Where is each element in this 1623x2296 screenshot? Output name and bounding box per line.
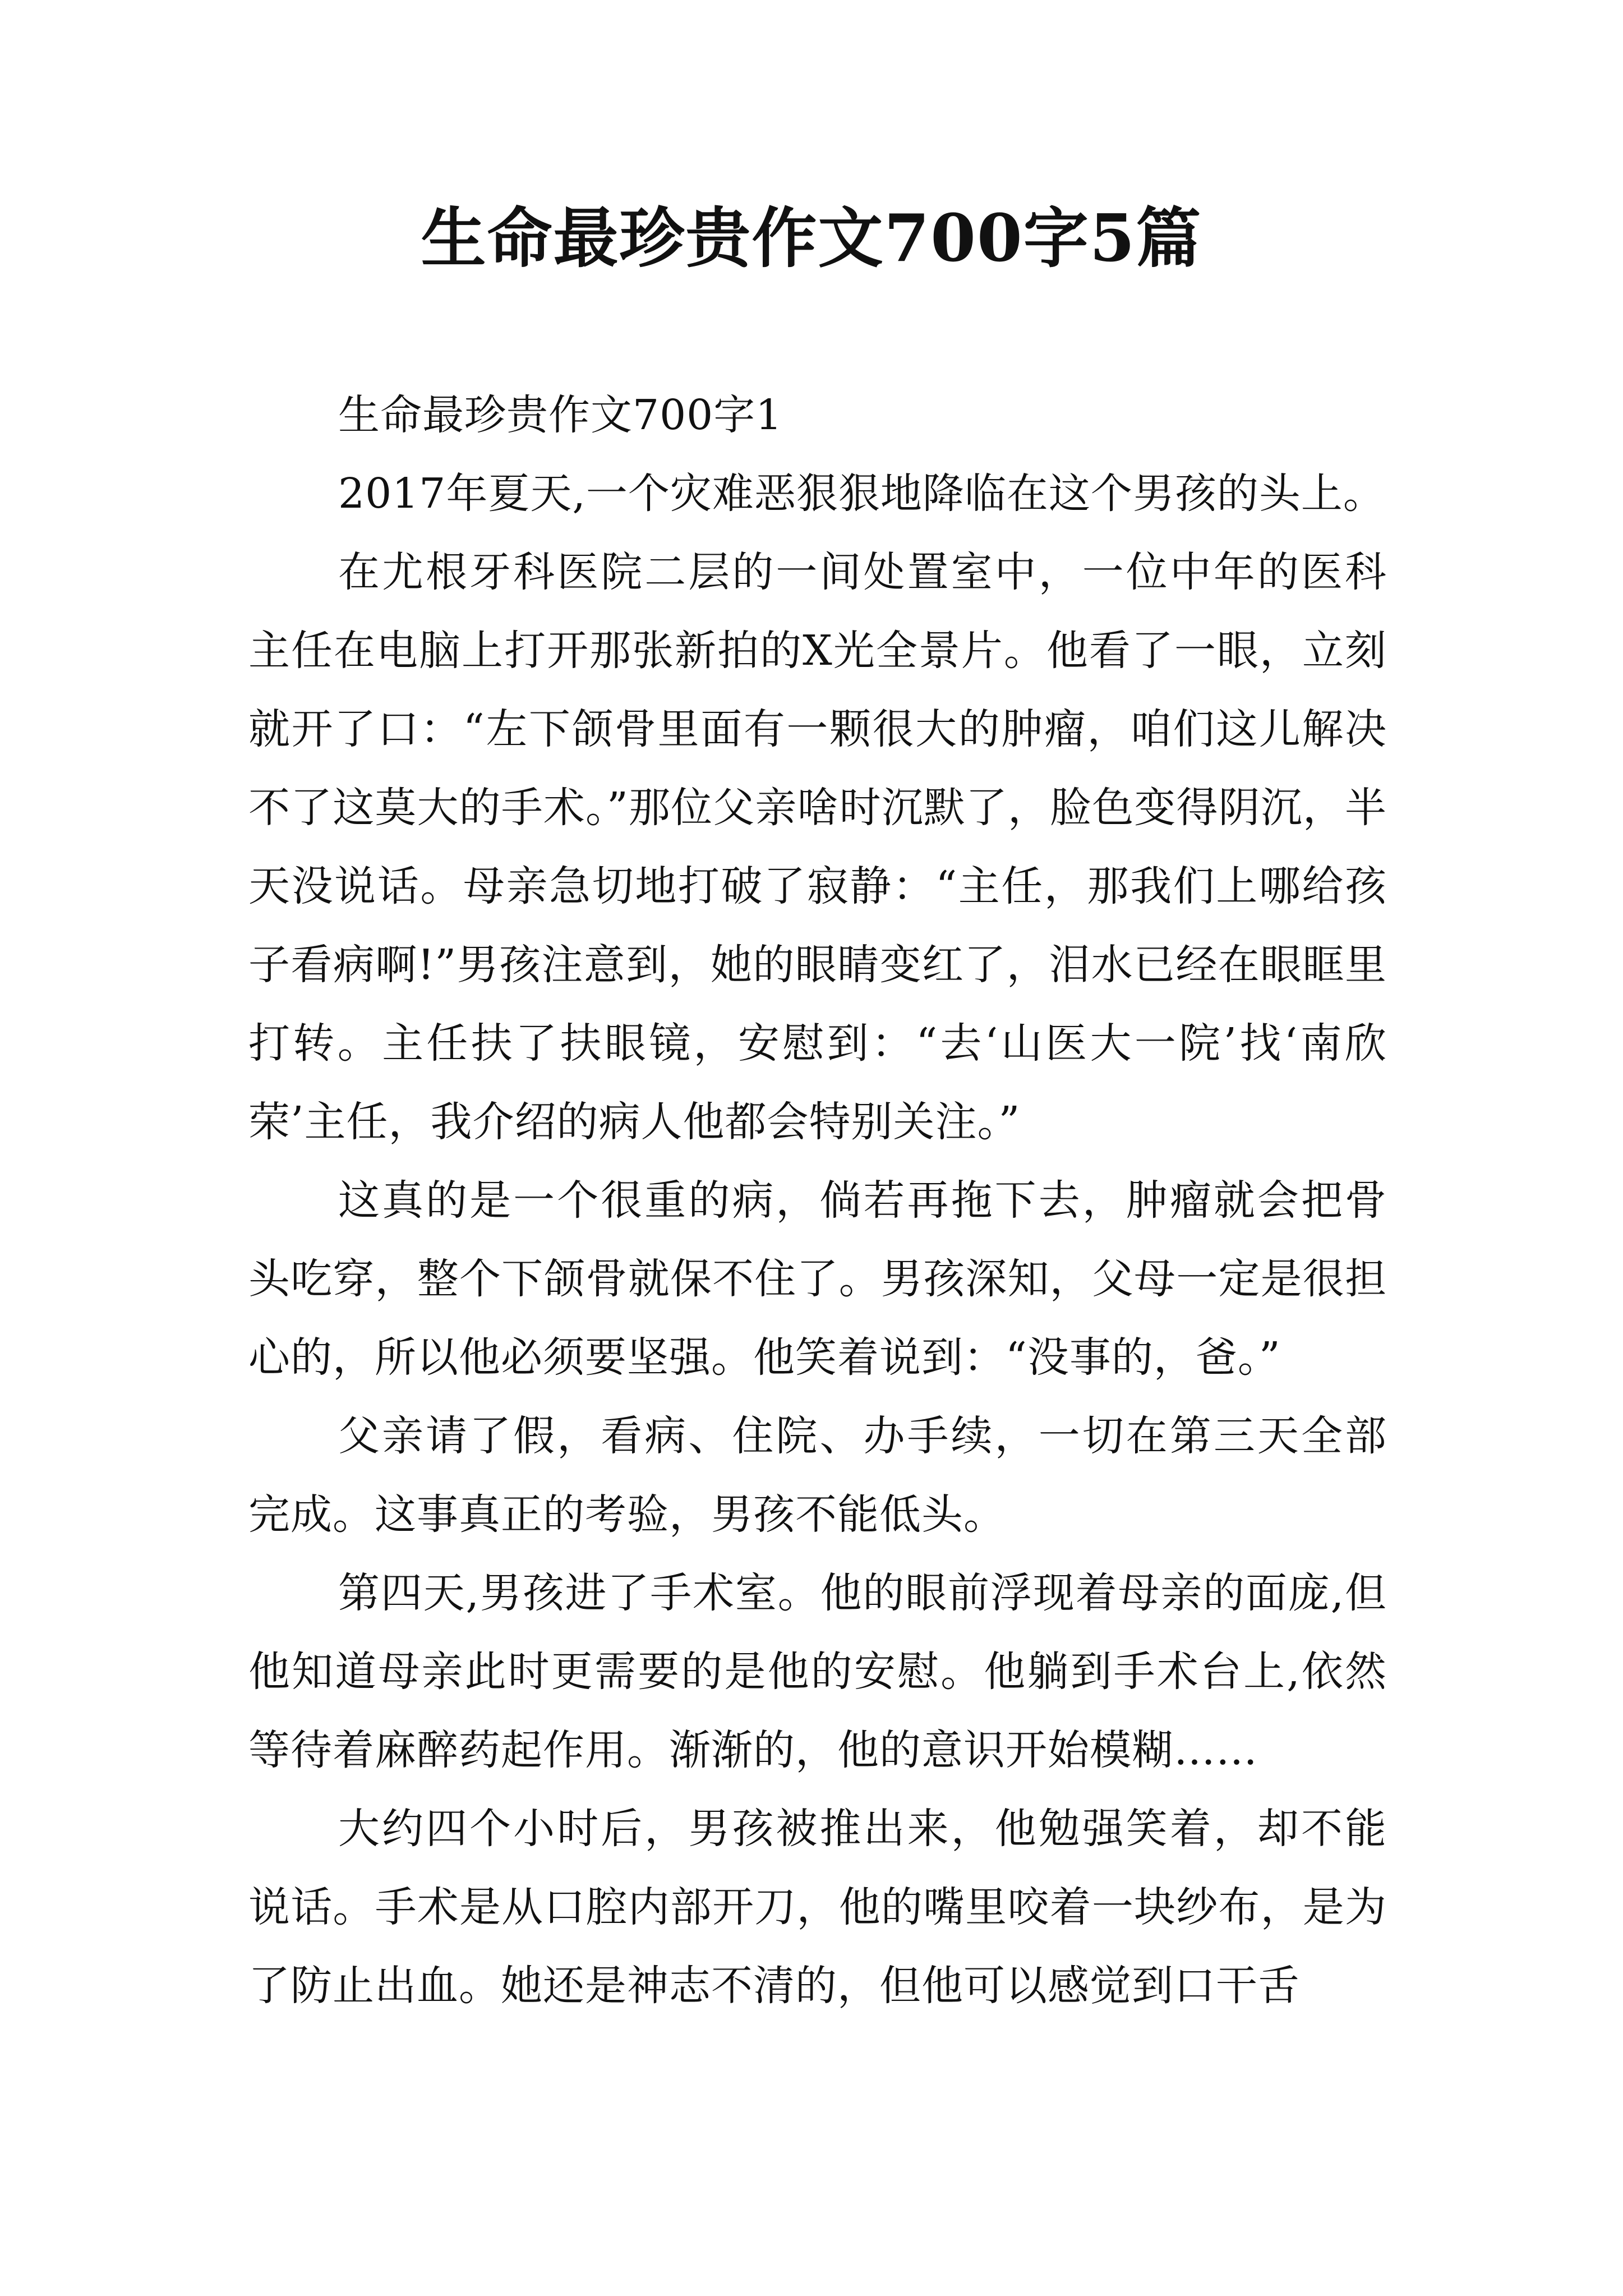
section-heading: 生命最珍贵作文700字1	[338, 391, 783, 439]
document-title: 生命最珍贵作文700字5篇	[421, 200, 1202, 277]
paragraph-6: 大约四个小时后，男孩被推出来，他勉强笑着，却不能说话。手术是从口腔内部开刀，他的嘴里咬着一块纱布，是为了防止出血。她还是神志不清的，但他可以感觉到口干舌	[248, 1805, 1387, 2010]
paragraph-2: 在尤根牙科医院二层的一间处置室中，一位中年的医科主任在电脑上打开那张新拍的X光全景片。他看了一眼，立刻就开了口：“左下颌骨里面有一颗很大的肿瘤，咱们这儿解决不了这莫大的手术。”那位父亲啥时沉默了，脸色变得阴沉，半天没说话。母亲急切地打破了寂静：“主任，那我们上哪给孩子看病啊!”男孩注意到，她的眼睛变红了，泪水已经在眼眶里打转。主任扶了扶眼镜，安慰到：“去‘山医大一院’找‘南欣荣’主任，我介绍的病人他都会特别关注。”	[248, 548, 1387, 1146]
paragraph-3: 这真的是一个很重的病，倘若再拖下去，肿瘤就会把骨头吃穿，整个下颌骨就保不住了。男孩深知，父母一定是很担心的，所以他必须要坚强。他笑着说到：“没事的，爸。”	[248, 1176, 1387, 1382]
paragraph-5: 第四天,男孩进了手术室。他的眼前浮现着母亲的面庞,但他知道母亲此时更需要的是他的安慰。他躺到手术台上,依然等待着麻醉药起作用。渐渐的，他的意识开始模糊……	[248, 1569, 1387, 1774]
paragraph-1: 2017年夏天,一个灾难恶狠狠地降临在这个男孩的头上。	[338, 470, 1385, 518]
document-body	[248, 376, 1387, 2025]
paragraph-4: 父亲请了假，看病、住院、办手续，一切在第三天全部完成。这事真正的考验，男孩不能低头。	[248, 1412, 1387, 1539]
